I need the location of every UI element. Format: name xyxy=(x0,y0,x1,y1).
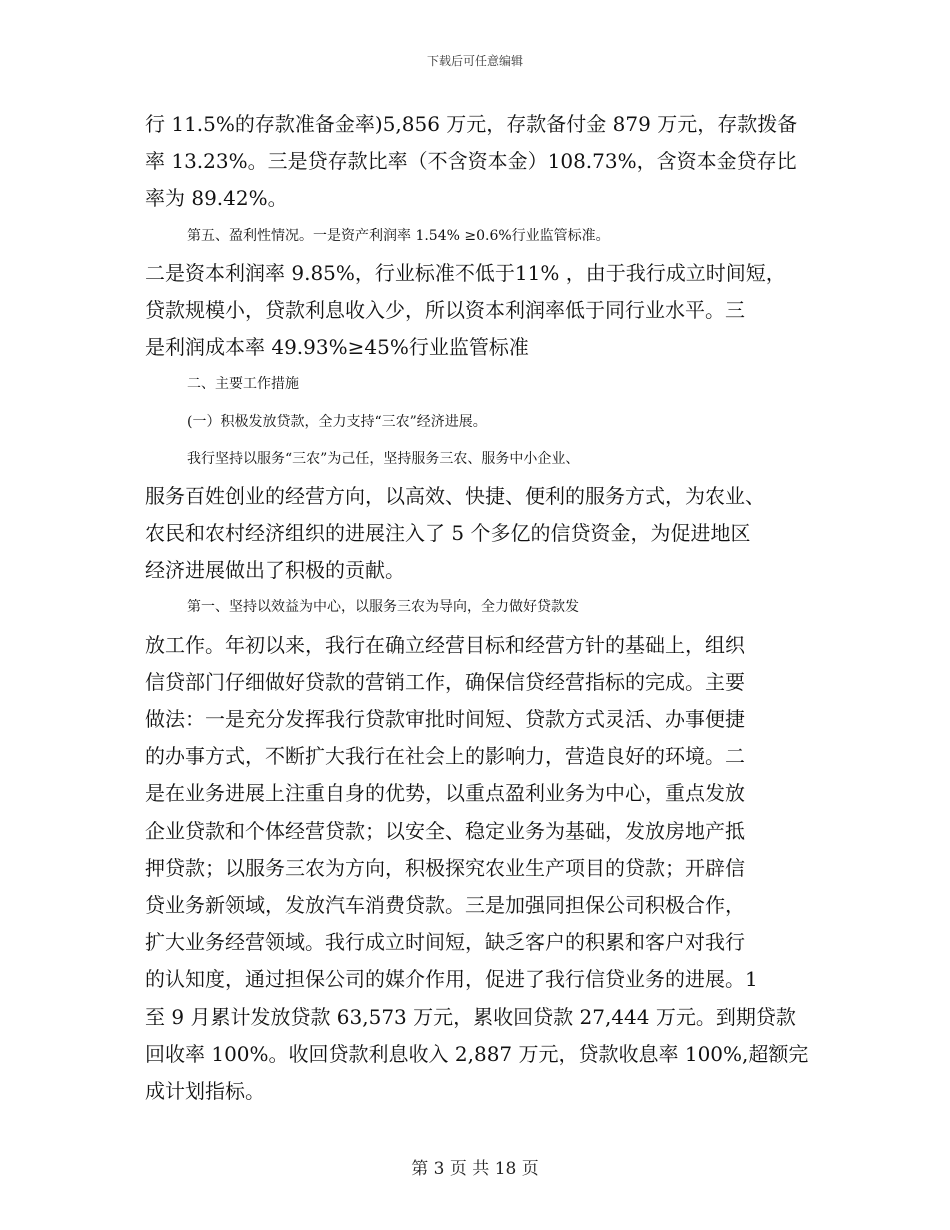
text-line-16: 信贷部门仔细做好贷款的营销工作，确保信贷经营指标的完成。主要 xyxy=(145,669,745,694)
subsection-heading: (一）积极发放贷款，全力支持“三农”经济进展。 xyxy=(187,413,487,430)
document-body xyxy=(145,106,825,1110)
text-line-11: 服务百姓创业的经营方向，以高效、快捷、便利的服务方式，为农业、 xyxy=(145,483,765,508)
text-line-14: 第一、坚持以效益为中心，以服务三农为导向，全力做好贷款发 xyxy=(187,599,579,616)
text-line-3: 率为 89.42%。 xyxy=(145,186,288,211)
text-line-7: 是利润成本率 49.93%≥45%行业监管标准 xyxy=(145,335,529,360)
text-line-21: 押贷款；以服务三农为方向，积极探究农业生产项目的贷款；开辟信 xyxy=(145,855,745,880)
text-line-12: 农民和农村经济组织的进展注入了 5 个多亿的信贷资金，为促进地区 xyxy=(145,521,751,546)
text-line-17: 做法：一是充分发挥我行贷款审批时间短、贷款方式灵活、办事便捷 xyxy=(145,707,745,731)
text-line-27: 成计划指标。 xyxy=(145,1078,265,1103)
page-footer: 第 3 页 共 18 页 xyxy=(411,1159,539,1179)
text-line-15: 放工作。年初以来，我行在确立经营目标和经营方针的基础上，组织 xyxy=(145,632,745,657)
text-line-24: 的认知度，通过担保公司的媒介作用，促进了我行信贷业务的进展。1 xyxy=(145,967,758,992)
text-line-18: 的办事方式，不断扩大我行在社会上的影响力，营造良好的环境。二 xyxy=(145,744,745,769)
text-line-22: 贷业务新领域，发放汽车消费贷款。三是加强同担保公司积极合作， xyxy=(145,892,745,917)
text-line-1: 行 11.5%的存款准备金率)5,856 万元，存款备付金 879 万元，存款拨备 xyxy=(145,112,798,136)
text-line-6: 贷款规模小，贷款利息收入少，所以资本利润率低于同行业水平。三 xyxy=(145,297,745,322)
page-header: 下载后可任意编辑 xyxy=(426,54,523,68)
text-line-26: 回收率 100%。收回贷款利息收入 2,887 万元，贷款收息率 100%,超额完 xyxy=(145,1041,809,1066)
text-line-5: 二是资本利润率 9.85%，行业标准不低于11% ，由于我行成立时间短， xyxy=(145,260,786,285)
text-line-10: 我行坚持以服务“三农”为己任，坚持服务三农、服务中小企业、 xyxy=(187,450,580,467)
text-line-4: 第五、盈利性情况。一是资产利润率 1.54% ≥0.6%行业监管标准。 xyxy=(187,227,610,244)
text-line-19: 是在业务进展上注重自身的优势，以重点盈利业务为中心，重点发放 xyxy=(145,781,745,806)
text-line-20: 企业贷款和个体经营贷款；以安全、稳定业务为基础，发放房地产抵 xyxy=(145,818,745,843)
text-line-13: 经济进展做出了积极的贡献。 xyxy=(145,558,405,583)
section-heading: 二、主要工作措施 xyxy=(187,376,299,393)
text-line-25: 至 9 月累计发放贷款 63,573 万元，累收回贷款 27,444 万元。到期贷款 xyxy=(145,1004,796,1029)
text-line-2: 率 13.23%。三是贷存款比率（不含资本金）108.73%，含资本金贷存比 xyxy=(145,149,797,174)
text-line-23: 扩大业务经营领域。我行成立时间短，缺乏客户的积累和客户对我行 xyxy=(145,930,745,955)
